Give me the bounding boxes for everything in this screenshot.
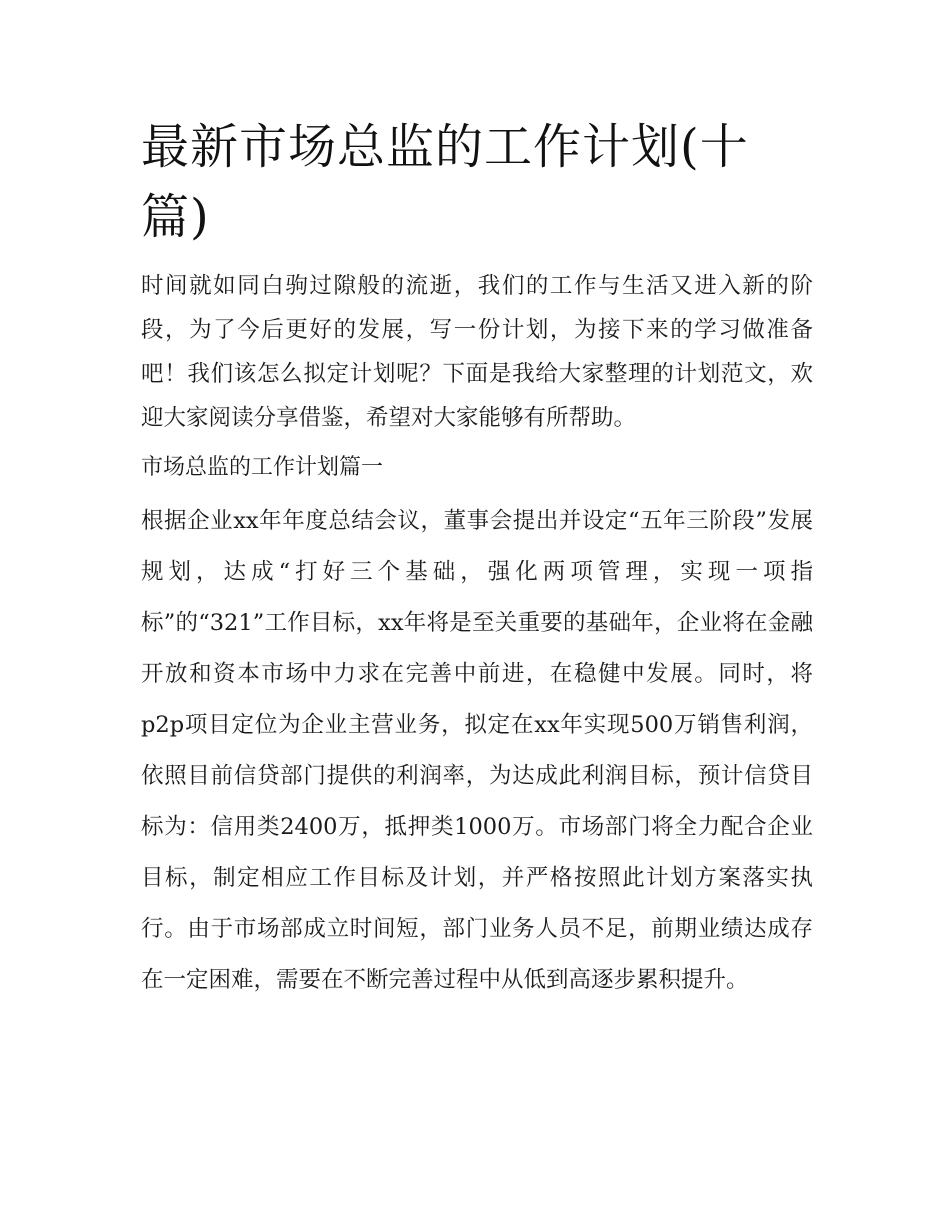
body-paragraph: 根据企业xx年年度总结会议，董事会提出并设定“五年三阶段”发展规划，达成“打好三个基础，强化两项管理，实现一项指标”的“321”工作目标，xx年将是至关重要的基础年，企业将在金融开放和资本市场中力求在完善中前进，在稳健中发展。同时，将p2p项目定位为企业主营业务，拟定在xx年实现500万销售利润，依照目前信贷部门提供的利润率，为达成此利润目标，预计信贷目标为：信用类2400万，抵押类1000万。市场部门将全力配合企业目标，制定相应工作目标及计划，并严格按照此计划方案落实执行。由于市场部成立时间短，部门业务人员不足，前期业绩达成存在一定困难，需要在不断完善过程中从低到高逐步累积提升。	[141, 508, 813, 993]
document-title: 最新市场总监的工作计划(十篇)	[141, 119, 749, 245]
document-content	[141, 112, 813, 1006]
section-heading: 市场总监的工作计划篇一	[141, 455, 384, 480]
intro-paragraph: 时间就如同白驹过隙般的流逝，我们的工作与生活又进入新的阶段，为了今后更好的发展，写一份计划，为接下来的学习做准备吧！我们该怎么拟定计划呢？下面是我给大家整理的计划范文，欢迎大家阅读分享借鉴，希望对大家能够有所帮助。	[141, 273, 813, 431]
